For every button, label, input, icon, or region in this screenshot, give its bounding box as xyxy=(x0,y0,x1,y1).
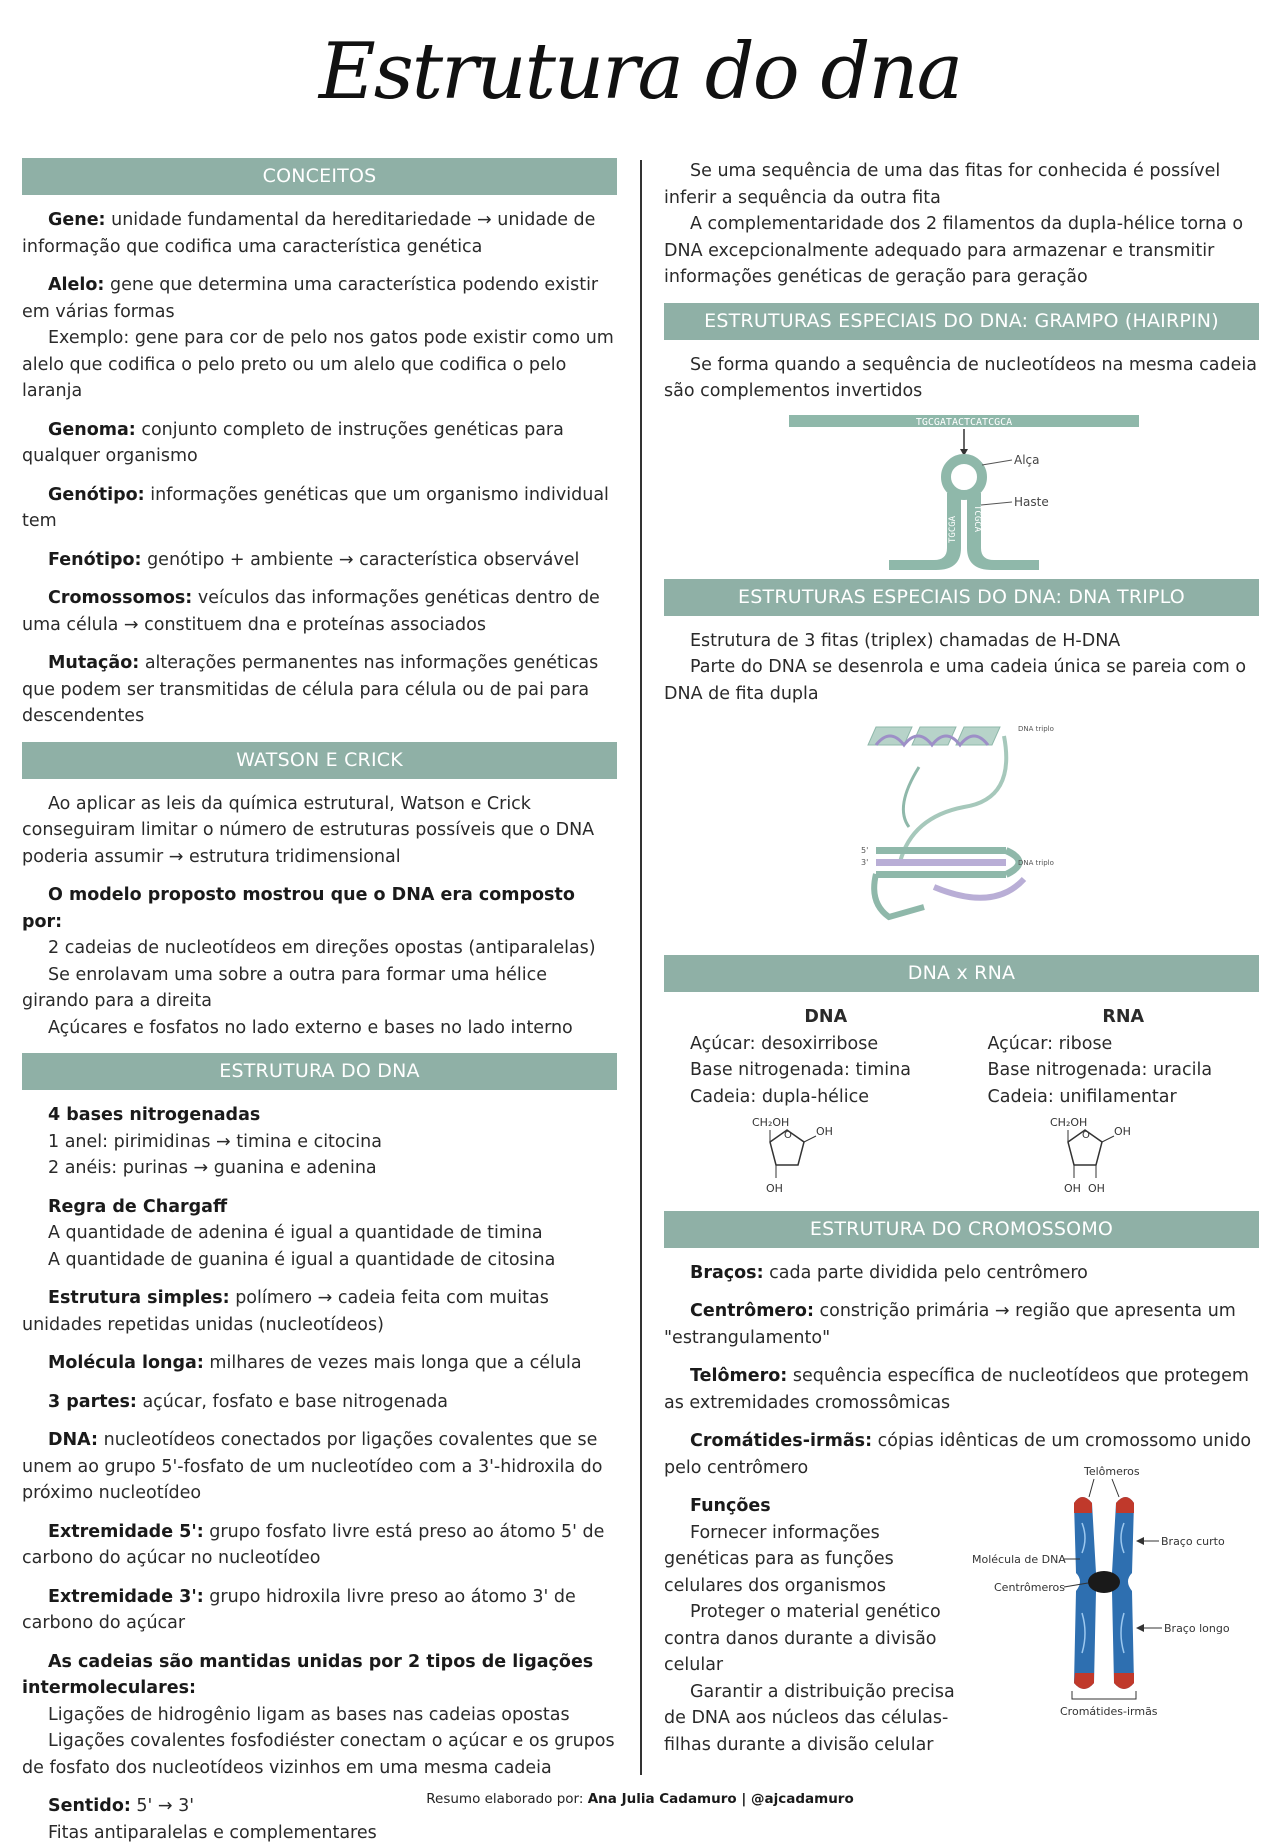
triplex-3-label: 3' xyxy=(861,858,868,867)
funcoes-item-1: Fornecer informações genéticas para as funções celulares dos organismos xyxy=(664,1520,964,1600)
ribose-ring-o: O xyxy=(1082,1130,1090,1141)
footer-author: Ana Julia Cadamuro | @ajcadamuro xyxy=(588,1791,854,1807)
cromossomos-text: veículos das informações genéticas dentro de uma célula → constituem dna e proteínas associados xyxy=(22,588,600,635)
dna-acucar: Açúcar: desoxirribose xyxy=(690,1031,962,1058)
footer-prefix: Resumo elaborado por: xyxy=(426,1791,587,1807)
haste-label: Haste xyxy=(1014,495,1049,509)
rna-column-title: RNA xyxy=(988,1004,1260,1031)
section-header-conceitos: CONCEITOS xyxy=(22,158,617,195)
fenotipo-text: genótipo + ambiente → característica observável xyxy=(142,550,580,570)
deoxyribose-ch2oh: CH₂OH xyxy=(752,1116,789,1129)
bracos-term: Braços: xyxy=(690,1263,764,1283)
funcoes-text xyxy=(664,1493,964,1758)
ext3-text: grupo hidroxila livre preso ao átomo 3' de carbono do açúcar xyxy=(22,1587,576,1634)
cromatides-label: Cromátides-irmãs xyxy=(1060,1705,1158,1718)
ext5-term: Extremidade 5': xyxy=(48,1522,204,1542)
chromatid-left xyxy=(1074,1497,1096,1689)
fenotipo-term: Fenótipo: xyxy=(48,550,142,570)
telomero-definition xyxy=(664,1363,1259,1416)
section-header-cromossomo: ESTRUTURA DO CROMOSSOMO xyxy=(664,1211,1259,1248)
ligacoes-title-text: As cadeias são mantidas unidas por 2 tipos de ligações intermoleculares: xyxy=(22,1652,593,1699)
triplex-strands xyxy=(874,847,1024,917)
bases-item-1: 1 anel: pirimidinas → timina e citocina xyxy=(22,1129,617,1156)
intro-paragraph-2: A complementaridade dos 2 filamentos da dupla-hélice torna o DNA excepcionalmente adequado para armazenar e transmitir informações genéticas de geração para geração xyxy=(664,211,1259,291)
centromeros-label: Centrômeros xyxy=(994,1581,1065,1594)
ribose-oh-2: OH xyxy=(1064,1182,1081,1195)
modelo-item-1: 2 cadeias de nucleotídeos em direções opostas (antiparalelas) xyxy=(22,935,617,962)
genoma-definition xyxy=(22,417,617,470)
haste-pointer xyxy=(981,502,1012,505)
cromossomos-definition xyxy=(22,585,617,638)
genoma-text: conjunto completo de instruções genéticas para qualquer organismo xyxy=(22,420,564,467)
hairpin-left-seq: TGCGA xyxy=(948,515,958,543)
triplex-label-bottom: DNA triplo xyxy=(1018,859,1054,867)
bases-title-text: 4 bases nitrogenadas xyxy=(48,1105,260,1125)
modelo-item-3: Açúcares e fosfatos no lado externo e bases no lado interno xyxy=(22,1015,617,1042)
centromero-text: constrição primária → região que apresenta um "estrangulamento" xyxy=(664,1301,1236,1348)
rna-column xyxy=(962,1004,1260,1209)
ligacoes-item-2: Ligações covalentes fosfodiéster conectam o açúcar e os grupos de fosfato dos nucleotídeos vizinhos em uma mesma cadeia xyxy=(22,1728,617,1781)
dna-definition xyxy=(22,1427,617,1507)
deoxyribose-ring-o: O xyxy=(784,1130,792,1141)
tres-partes xyxy=(22,1389,617,1416)
rna-acucar: Açúcar: ribose xyxy=(988,1031,1260,1058)
extremidade-5 xyxy=(22,1519,617,1572)
simples-term: Estrutura simples: xyxy=(48,1288,230,1308)
funcoes-block xyxy=(664,1493,1259,1753)
dna-cadeia: Cadeia: dupla-hélice xyxy=(690,1084,962,1111)
hairpin-base-right xyxy=(967,548,1039,570)
extremidade-3 xyxy=(22,1584,617,1637)
modelo-item-2: Se enrolavam uma sobre a outra para formar uma hélice girando para a direita xyxy=(22,962,617,1015)
molecula-longa xyxy=(22,1350,617,1377)
bracos-text: cada parte dividida pelo centrômero xyxy=(764,1263,1088,1283)
hairpin-loop xyxy=(946,459,982,495)
intro-paragraph-1: Se uma sequência de uma das fitas for conhecida é possível inferir a sequência da outra fita xyxy=(664,158,1259,211)
molecula-label: Molécula de DNA xyxy=(972,1553,1066,1566)
triplex-5-label: 5' xyxy=(861,846,868,855)
telomero-term: Telômero: xyxy=(690,1366,787,1386)
alelo-definition xyxy=(22,272,617,325)
deoxyribose-oh-2: OH xyxy=(766,1182,783,1195)
hairpin-right-seq: TCGCA xyxy=(972,505,982,533)
simples-text: polímero → cadeia feita com muitas unidades repetidas unidas (nucleotídeos) xyxy=(22,1288,549,1335)
alelo-term: Alelo: xyxy=(48,275,104,295)
funcoes-title-text: Funções xyxy=(690,1496,771,1516)
cromatides-term: Cromátides-irmãs: xyxy=(690,1431,872,1451)
bases-item-2: 2 anéis: purinas → guanina e adenina xyxy=(22,1155,617,1182)
alelo-example: Exemplo: gene para cor de pelo nos gatos pode existir como um alelo que codifica o pelo preto ou um alelo que codifica o pelo laranja xyxy=(22,325,617,405)
genotipo-text: informações genéticas que um organismo individual tem xyxy=(22,485,609,532)
dna-rna-comparison xyxy=(664,1004,1259,1209)
dna-text: nucleotídeos conectados por ligações covalentes que se unem ao grupo 5'-fosfato de um nucleotídeo com a 3'-hidroxila do próximo nucleotídeo xyxy=(22,1430,602,1503)
watson-paragraph: Ao aplicar as leis da química estrutural, Watson e Crick conseguiram limitar o número de estruturas possíveis que o DNA poderia assumir → estrutura tridimensional xyxy=(22,791,617,871)
triplo-item-1: Estrutura de 3 fitas (triplex) chamadas de H-DNA xyxy=(664,628,1259,655)
longa-text: milhares de vezes mais longa que a célula xyxy=(204,1353,582,1373)
hairpin-sequence: TGCGATACTCATCGCA xyxy=(916,417,1012,428)
alelo-text: gene que determina uma característica podendo existir em várias formas xyxy=(22,275,598,322)
cromatides-text: cópias idênticas de um cromossomo unido pelo centrômero xyxy=(664,1431,1251,1478)
partes-term: 3 partes: xyxy=(48,1392,137,1412)
telomere-bottom-left xyxy=(1074,1673,1094,1689)
braco-curto-label: Braço curto xyxy=(1161,1535,1225,1548)
bracos-definition xyxy=(664,1260,1259,1287)
chargaff-item-1: A quantidade de adenina é igual a quantidade de timina xyxy=(22,1220,617,1247)
chromosome-diagram xyxy=(964,1463,1254,1723)
ribose-oh-1: OH xyxy=(1114,1125,1131,1138)
alca-label: Alça xyxy=(1014,453,1040,467)
dna-base: Base nitrogenada: timina xyxy=(690,1057,962,1084)
telomeros-label: Telômeros xyxy=(1083,1465,1140,1478)
section-header-watson-crick: WATSON E CRICK xyxy=(22,742,617,779)
telomere-top-right xyxy=(1116,1497,1134,1513)
ribose-structure xyxy=(1038,1110,1158,1200)
footer xyxy=(0,1786,1280,1813)
braco-longo-label: Braço longo xyxy=(1164,1622,1230,1635)
chargaff-title xyxy=(22,1194,617,1221)
page-title: Estrutura do dna xyxy=(0,10,1280,135)
chargaff-title-text: Regra de Chargaff xyxy=(48,1197,227,1217)
funcoes-item-2: Proteger o material genético contra danos durante a divisão celular xyxy=(664,1599,964,1679)
modelo-title xyxy=(22,882,617,935)
deoxyribose-structure xyxy=(740,1110,860,1200)
triplex-diagram xyxy=(664,707,1259,947)
column-divider xyxy=(640,160,642,1775)
ligacoes-item-1: Ligações de hidrogênio ligam as bases nas cadeias opostas xyxy=(22,1702,617,1729)
chargaff-item-2: A quantidade de guanina é igual a quantidade de citosina xyxy=(22,1247,617,1274)
triplex-figure xyxy=(664,707,1259,947)
mutacao-text: alterações permanentes nas informações genéticas que podem ser transmitidas de célula para célula ou de pai para descendentes xyxy=(22,653,598,726)
partes-text: açúcar, fosfato e base nitrogenada xyxy=(137,1392,448,1412)
alca-pointer xyxy=(982,460,1012,465)
genotipo-definition xyxy=(22,482,617,535)
ribose-oh-3: OH xyxy=(1088,1182,1105,1195)
sentido-term: Sentido: xyxy=(48,1796,131,1816)
bases-title xyxy=(22,1102,617,1129)
funcoes-title xyxy=(664,1493,964,1520)
dna-column xyxy=(664,1004,962,1209)
longa-term: Molécula longa: xyxy=(48,1353,204,1373)
gene-term: Gene: xyxy=(48,210,106,230)
genoma-term: Genoma: xyxy=(48,420,136,440)
deoxyribose-oh-1: OH xyxy=(816,1125,833,1138)
ligacoes-title xyxy=(22,1649,617,1702)
triplex-label-top: DNA triplo xyxy=(1018,725,1054,733)
funcoes-item-3: Garantir a distribuição precisa de DNA aos núcleos das células-filhas durante a divisão celular xyxy=(664,1679,964,1759)
hairpin-base-left xyxy=(889,548,961,570)
sentido-text: 5' → 3' xyxy=(131,1796,194,1816)
telomere-top-left xyxy=(1074,1497,1092,1513)
section-header-estrutura-dna: ESTRUTURA DO DNA xyxy=(22,1053,617,1090)
centromere xyxy=(1088,1571,1120,1593)
mutacao-definition xyxy=(22,650,617,730)
cromossomos-term: Cromossomos: xyxy=(48,588,192,608)
hairpin-diagram xyxy=(664,405,1259,575)
telomero-text: sequência específica de nucleotídeos que protegem as extremidades cromossômicas xyxy=(664,1366,1249,1413)
section-header-triplo: ESTRUTURAS ESPECIAIS DO DNA: DNA TRIPLO xyxy=(664,579,1259,616)
dna-column-title: DNA xyxy=(690,1004,962,1031)
left-column xyxy=(22,158,617,1846)
fenotipo-definition xyxy=(22,547,617,574)
rna-base: Base nitrogenada: uracila xyxy=(988,1057,1260,1084)
estrutura-simples xyxy=(22,1285,617,1338)
centromero-definition xyxy=(664,1298,1259,1351)
centromero-term: Centrômero: xyxy=(690,1301,814,1321)
modelo-title-text: O modelo proposto mostrou que o DNA era composto por: xyxy=(22,885,575,932)
hairpin-figure xyxy=(664,405,1259,575)
ext5-text: grupo fosfato livre está preso ao átomo 5' de carbono do açúcar no nucleotídeo xyxy=(22,1522,604,1569)
section-header-grampo: ESTRUTURAS ESPECIAIS DO DNA: GRAMPO (HAIRPIN) xyxy=(664,303,1259,340)
mutacao-term: Mutação: xyxy=(48,653,139,673)
sentido-item-2: Fitas antiparalelas e complementares xyxy=(22,1820,617,1846)
triplex-helix xyxy=(868,727,1006,862)
grampo-text: Se forma quando a sequência de nucleotídeos na mesma cadeia são complementos invertidos xyxy=(664,352,1259,405)
ribose-ch2oh: CH₂OH xyxy=(1050,1116,1087,1129)
triplo-item-2: Parte do DNA se desenrola e uma cadeia única se pareia com o DNA de fita dupla xyxy=(664,654,1259,707)
ext3-term: Extremidade 3': xyxy=(48,1587,204,1607)
telomere-bottom-right xyxy=(1114,1673,1134,1689)
gene-definition xyxy=(22,207,617,260)
rna-cadeia: Cadeia: unifilamentar xyxy=(988,1084,1260,1111)
gene-text: unidade fundamental da hereditariedade → unidade de informação que codifica uma característica genética xyxy=(22,210,595,257)
genotipo-term: Genótipo: xyxy=(48,485,145,505)
section-header-dna-rna: DNA x RNA xyxy=(664,955,1259,992)
right-column xyxy=(664,158,1259,1753)
dna-term: DNA: xyxy=(48,1430,98,1450)
